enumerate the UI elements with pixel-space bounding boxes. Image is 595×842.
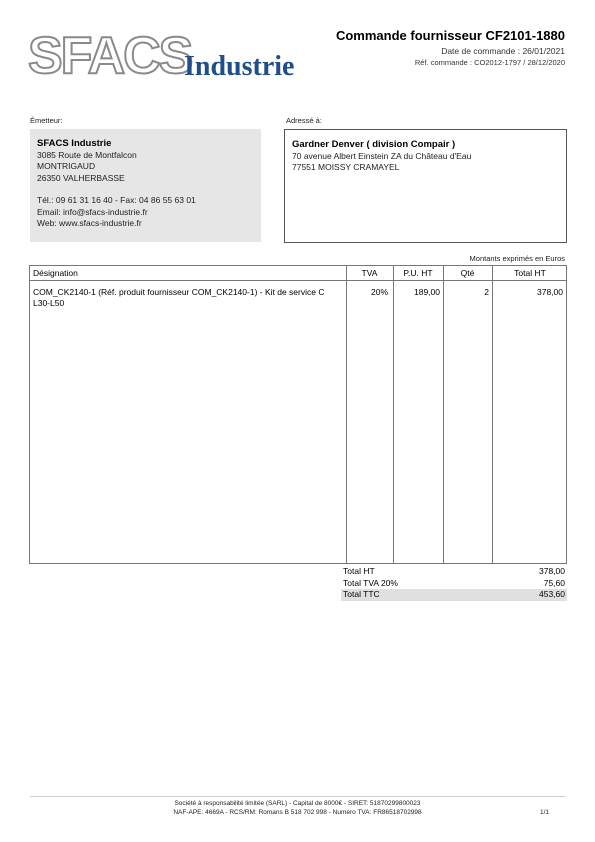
document-title: Commande fournisseur CF2101-1880 (335, 28, 565, 43)
header-designation: Désignation (33, 268, 78, 278)
row-unit-price: 189,00 (414, 287, 440, 297)
row-designation: COM_CK2140-1 (Réf. produit fournisseur COM_CK2140-1) - Kit de service C L30-L50 (33, 287, 325, 308)
total-ttc-label: Total TTC (343, 589, 380, 599)
company-logo (28, 27, 318, 88)
order-reference: Réf. commande : CO2012-1797 / 28/12/2020 (414, 58, 565, 67)
footer-legal-line2: NAF-APE: 4669A - RCS/RM: Romans B 518 702 998 - Numéro TVA: FR86518702998 (173, 809, 422, 816)
emitter-name: SFACS Industrie (37, 138, 112, 149)
header-total: Total HT (514, 268, 546, 278)
footer-legal-line1: Société à responsabilité limitée (SARL) - Capital de 8000€ - SIRET: 51870299800023 (174, 800, 421, 807)
row-quantity: 2 (484, 287, 489, 297)
total-tva-row (341, 578, 567, 590)
total-ht-row (341, 566, 567, 578)
emitter-phone: Tél.: 09 61 31 16 40 - Fax: 04 86 55 63 01 (37, 195, 196, 205)
logo-subtitle: Industrie (184, 51, 295, 82)
page-number: 1/1 (539, 809, 549, 816)
total-ttc-row (341, 589, 567, 601)
total-tva-label: Total TVA 20% (343, 577, 398, 588)
recipient-block (284, 129, 567, 243)
total-ttc-value: 453,60 (539, 589, 565, 599)
recipient-address: 70 avenue Albert Einstein ZA du Château d'Eau (292, 150, 472, 161)
row-tva: 20% (370, 287, 388, 297)
order-lines-table (29, 265, 567, 564)
order-date: Date de commande : 26/01/2021 (441, 46, 565, 56)
total-ht-value: 378,00 (539, 566, 565, 576)
recipient-name: Gardner Denver ( division Compair ) (292, 139, 456, 150)
row-total: 378,00 (537, 287, 563, 297)
header-quantity: Qté (460, 268, 475, 278)
totals-block (341, 566, 567, 601)
emitter-city: MONTRIGAUD (37, 161, 96, 171)
logo-brand: SFACS (28, 27, 192, 85)
emitter-label: Émetteur: (30, 116, 63, 125)
total-ht-label: Total HT (343, 566, 375, 576)
recipient-postal: 77551 MOISSY CRAMAYEL (292, 162, 400, 172)
header-unit-price: P.U. HT (403, 268, 433, 278)
footer-divider (30, 796, 565, 797)
currency-note: Montants exprimés en Euros (469, 254, 565, 263)
total-tva-value: 75,60 (543, 577, 565, 588)
recipient-label: Adressé à: (286, 116, 322, 125)
emitter-block (30, 129, 261, 242)
header-tva: TVA (361, 268, 378, 278)
emitter-email[interactable]: Email: info@sfacs-industrie.fr (37, 206, 148, 217)
emitter-postal: 26350 VALHERBASSE (37, 172, 125, 183)
emitter-address: 3085 Route de Montfalcon (37, 149, 137, 160)
emitter-website[interactable]: Web: www.sfacs-industrie.fr (37, 218, 142, 228)
